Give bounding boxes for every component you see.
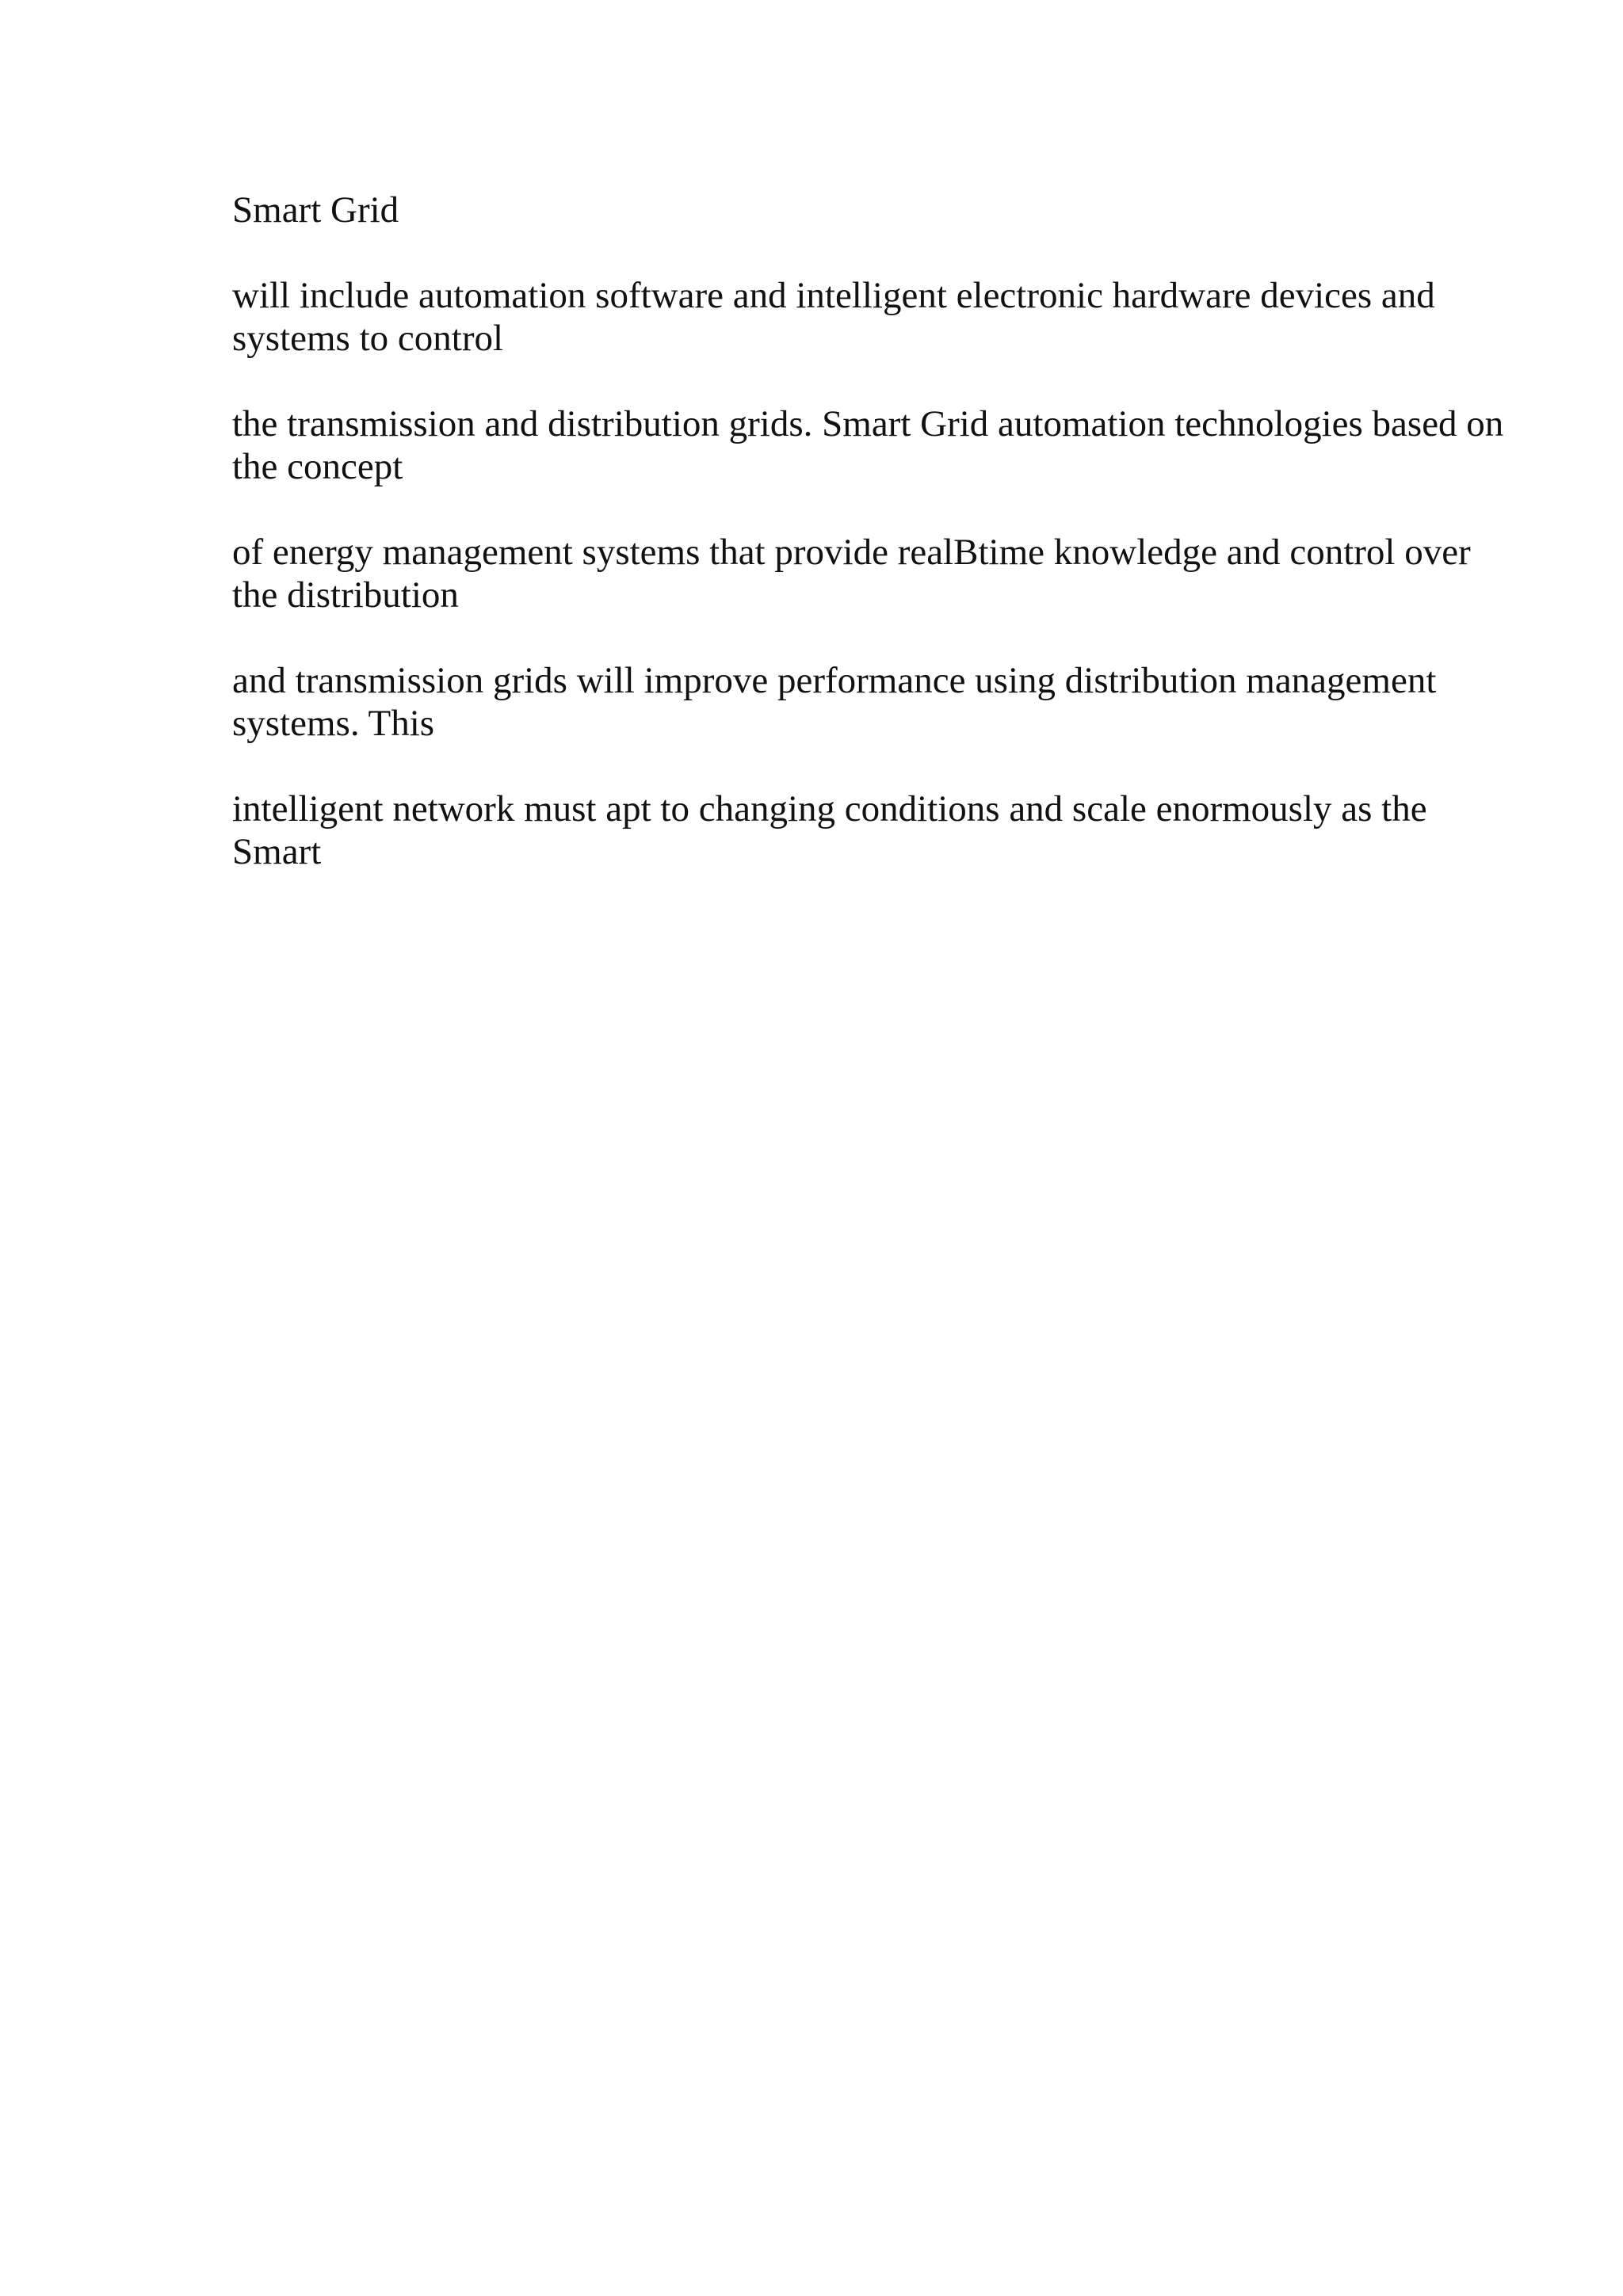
document-body <box>232 189 1516 916</box>
paragraph-4: of energy management systems that provide realBtime knowledge and control over the distribution <box>232 532 1471 616</box>
paragraph-5: and transmission grids will improve performance using distribution management systems. This <box>232 660 1437 744</box>
paragraph-1: Smart Grid <box>232 189 399 231</box>
paragraph-3: the transmission and distribution grids. Smart Grid automation technologies based on the concept <box>232 403 1504 487</box>
paragraph-2: will include automation software and intelligent electronic hardware devices and systems to control <box>232 275 1435 359</box>
paragraph-6: intelligent network must apt to changing conditions and scale enormously as the Smart <box>232 788 1427 872</box>
